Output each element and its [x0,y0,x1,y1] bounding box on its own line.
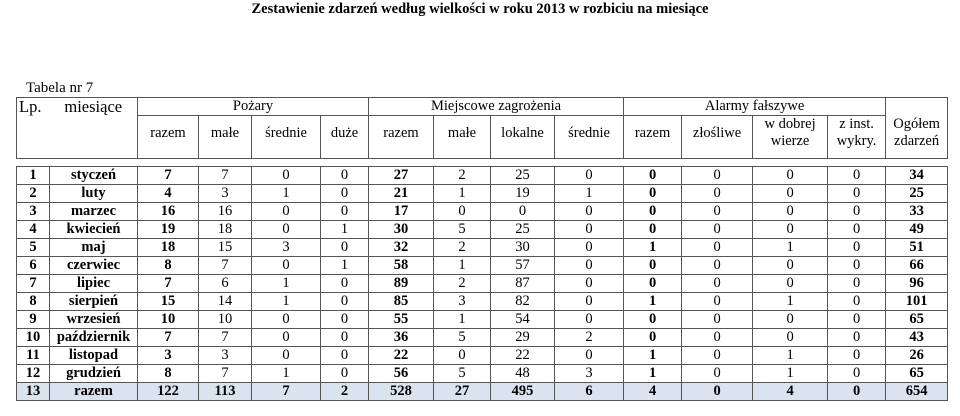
row-value: 65 [886,311,948,329]
row-value: 101 [886,293,948,311]
header-alarms-good-faith-line1: w dobrej [764,116,816,132]
row-value: 0 [321,203,369,221]
row-value: 1 [624,239,682,257]
row-value: 1 [252,185,321,203]
header-local-local: lokalne [491,116,555,151]
row-value: 0 [321,239,369,257]
row-value: 528 [369,383,434,401]
row-value: 3 [199,185,252,203]
row-value: 0 [252,311,321,329]
header-col-row [17,116,948,151]
row-value: 122 [138,383,199,401]
header-alarms-total: razem [624,116,682,151]
row-value: 0 [434,203,491,221]
row-month: listopad [50,347,138,365]
row-value: 3 [434,293,491,311]
row-value: 58 [369,257,434,275]
header-alarms-installations [828,116,886,151]
row-value: 0 [682,311,753,329]
row-value: 7 [199,257,252,275]
row-lp: 10 [17,329,50,347]
row-value: 0 [252,167,321,185]
row-value: 2 [434,167,491,185]
row-month: czerwiec [50,257,138,275]
table-row [17,293,948,311]
row-value: 0 [555,257,624,275]
row-value: 0 [252,329,321,347]
row-value: 1 [624,365,682,383]
row-value: 2 [434,275,491,293]
table-row [17,167,948,185]
row-month: razem [50,383,138,401]
row-value: 1 [321,221,369,239]
row-value: 18 [138,239,199,257]
row-value: 0 [555,347,624,365]
row-value: 89 [369,275,434,293]
row-value: 0 [321,365,369,383]
header-alarms-good-faith-line2: wierze [770,133,810,149]
row-value: 0 [682,275,753,293]
table-row [17,275,948,293]
row-value: 0 [624,311,682,329]
row-value: 14 [199,293,252,311]
row-value: 0 [682,221,753,239]
row-value: 0 [753,329,828,347]
row-value: 5 [434,365,491,383]
row-value: 0 [624,275,682,293]
header-alarms-good-faith [753,116,828,151]
row-value: 30 [491,239,555,257]
row-value: 1 [321,257,369,275]
row-value: 0 [555,311,624,329]
row-value: 8 [138,365,199,383]
row-value: 0 [682,203,753,221]
row-value: 0 [682,167,753,185]
row-value: 495 [491,383,555,401]
row-value: 22 [369,347,434,365]
table-row [17,311,948,329]
row-value: 29 [491,329,555,347]
row-value: 82 [491,293,555,311]
header-alarms-installations-line2: wykry. [836,133,877,149]
row-value: 1 [252,365,321,383]
row-value: 0 [753,167,828,185]
row-month: wrzesień [50,311,138,329]
row-value: 0 [682,185,753,203]
row-value: 36 [369,329,434,347]
row-value: 16 [138,203,199,221]
row-value: 0 [624,185,682,203]
row-value: 0 [321,185,369,203]
row-value: 1 [753,365,828,383]
row-value: 0 [434,347,491,365]
row-value: 25 [886,185,948,203]
row-value: 0 [321,275,369,293]
row-value: 1 [753,239,828,257]
row-lp: 13 [17,383,50,401]
row-value: 5 [434,329,491,347]
row-value: 0 [682,239,753,257]
row-value: 0 [828,329,886,347]
row-value: 0 [624,257,682,275]
row-value: 34 [886,167,948,185]
row-value: 8 [138,257,199,275]
header-group-false-alarms: Alarmy fałszywe [624,98,886,116]
document-title: Zestawienie zdarzeń według wielkości w roku 2013 w rozbiciu na miesiące [251,1,709,17]
row-value: 0 [828,203,886,221]
row-value: 1 [753,293,828,311]
row-value: 33 [886,203,948,221]
row-value: 0 [252,257,321,275]
row-value: 55 [369,311,434,329]
row-lp: 7 [17,275,50,293]
row-value: 66 [886,257,948,275]
header-fires-large: duże [321,116,369,151]
row-value: 0 [828,347,886,365]
row-lp: 6 [17,257,50,275]
row-value: 0 [682,257,753,275]
row-value: 654 [886,383,948,401]
row-value: 7 [138,329,199,347]
row-value: 0 [555,275,624,293]
row-value: 0 [753,203,828,221]
row-month: kwiecień [50,221,138,239]
row-value: 1 [555,185,624,203]
header-group-local-threats: Miejscowe zagrożenia [369,98,624,116]
row-value: 1 [624,347,682,365]
row-value: 7 [138,167,199,185]
row-month: luty [50,185,138,203]
header-overall [886,116,948,151]
row-value: 85 [369,293,434,311]
table-row [17,185,948,203]
table-row [17,365,948,383]
row-value: 3 [199,347,252,365]
row-lp: 5 [17,239,50,257]
row-lp: 1 [17,167,50,185]
row-value: 7 [199,167,252,185]
header-local-medium: średnie [555,116,624,151]
row-value: 2 [434,239,491,257]
row-value: 0 [828,167,886,185]
row-month: maj [50,239,138,257]
row-value: 2 [555,329,624,347]
row-value: 0 [753,311,828,329]
row-value: 7 [252,383,321,401]
table-row [17,257,948,275]
header-group-row [17,98,948,116]
row-value: 7 [199,365,252,383]
row-value: 6 [199,275,252,293]
row-value: 0 [624,167,682,185]
row-value: 0 [491,203,555,221]
header-group-fires: Pożary [138,98,369,116]
row-value: 19 [491,185,555,203]
row-value: 0 [555,203,624,221]
row-value: 3 [252,239,321,257]
row-value: 87 [491,275,555,293]
row-value: 26 [886,347,948,365]
row-value: 1 [434,311,491,329]
row-value: 96 [886,275,948,293]
row-value: 56 [369,365,434,383]
row-value: 18 [199,221,252,239]
row-value: 0 [555,221,624,239]
row-month: październik [50,329,138,347]
row-value: 0 [682,365,753,383]
table-caption: Tabela nr 7 [26,80,94,96]
row-month: sierpień [50,293,138,311]
table-row [17,329,948,347]
row-value: 25 [491,167,555,185]
header-fires-medium: średnie [252,116,321,151]
row-value: 0 [828,293,886,311]
row-value: 0 [252,221,321,239]
row-value: 49 [886,221,948,239]
header-lp: Lp. [17,98,50,116]
row-value: 0 [624,329,682,347]
row-value: 4 [624,383,682,401]
row-value: 3 [138,347,199,365]
row-value: 1 [434,257,491,275]
row-value: 0 [753,221,828,239]
header-alarms-installations-line1: z inst. [839,116,874,132]
header-alarms-malicious: złośliwe [682,116,753,151]
header-month: miesiące [50,98,138,116]
table-row [17,239,948,257]
events-table [16,97,948,401]
header-overall-line1: Ogółem [893,115,940,132]
row-value: 0 [252,347,321,365]
row-value: 0 [321,347,369,365]
row-value: 0 [555,293,624,311]
row-lp: 11 [17,347,50,365]
row-value: 1 [252,275,321,293]
header-fires-total: razem [138,116,199,151]
row-month: lipiec [50,275,138,293]
row-value: 0 [753,257,828,275]
row-value: 1 [624,293,682,311]
row-value: 19 [138,221,199,239]
row-value: 27 [369,167,434,185]
header-local-total: razem [369,116,434,151]
row-value: 0 [682,347,753,365]
row-lp: 2 [17,185,50,203]
row-value: 0 [321,329,369,347]
row-value: 43 [886,329,948,347]
row-value: 32 [369,239,434,257]
row-value: 17 [369,203,434,221]
row-value: 10 [199,311,252,329]
row-value: 5 [434,221,491,239]
row-value: 0 [828,257,886,275]
row-lp: 12 [17,365,50,383]
row-value: 6 [555,383,624,401]
row-value: 10 [138,311,199,329]
row-value: 0 [682,293,753,311]
row-value: 15 [199,239,252,257]
row-value: 0 [753,185,828,203]
row-value: 0 [555,239,624,257]
row-value: 0 [828,365,886,383]
row-value: 51 [886,239,948,257]
row-value: 0 [828,275,886,293]
row-value: 16 [199,203,252,221]
row-lp: 9 [17,311,50,329]
row-value: 0 [682,383,753,401]
row-value: 0 [252,203,321,221]
row-value: 0 [321,293,369,311]
table-total-row [17,383,948,401]
row-lp: 3 [17,203,50,221]
header-fires-small: małe [199,116,252,151]
row-value: 22 [491,347,555,365]
table-row [17,203,948,221]
header-local-small: małe [434,116,491,151]
row-value: 2 [321,383,369,401]
row-value: 0 [828,185,886,203]
row-value: 4 [753,383,828,401]
row-value: 0 [624,221,682,239]
row-value: 3 [555,365,624,383]
row-value: 7 [199,329,252,347]
row-value: 27 [434,383,491,401]
row-value: 4 [138,185,199,203]
row-value: 21 [369,185,434,203]
row-value: 57 [491,257,555,275]
row-value: 0 [828,239,886,257]
row-value: 0 [828,311,886,329]
header-overall-line2: zdarzeń [894,132,940,149]
row-value: 0 [682,329,753,347]
row-lp: 4 [17,221,50,239]
row-value: 1 [753,347,828,365]
row-value: 48 [491,365,555,383]
row-value: 0 [828,383,886,401]
row-value: 0 [828,221,886,239]
row-value: 30 [369,221,434,239]
row-month: styczeń [50,167,138,185]
row-value: 1 [434,185,491,203]
table-row [17,347,948,365]
row-value: 25 [491,221,555,239]
row-value: 0 [753,275,828,293]
row-month: grudzień [50,365,138,383]
row-value: 113 [199,383,252,401]
row-value: 15 [138,293,199,311]
row-value: 0 [321,311,369,329]
row-value: 54 [491,311,555,329]
row-value: 0 [555,167,624,185]
row-value: 0 [321,167,369,185]
row-value: 65 [886,365,948,383]
row-value: 0 [624,203,682,221]
table-row [17,221,948,239]
row-value: 7 [138,275,199,293]
row-lp: 8 [17,293,50,311]
row-value: 1 [252,293,321,311]
table-body [17,167,948,401]
row-month: marzec [50,203,138,221]
